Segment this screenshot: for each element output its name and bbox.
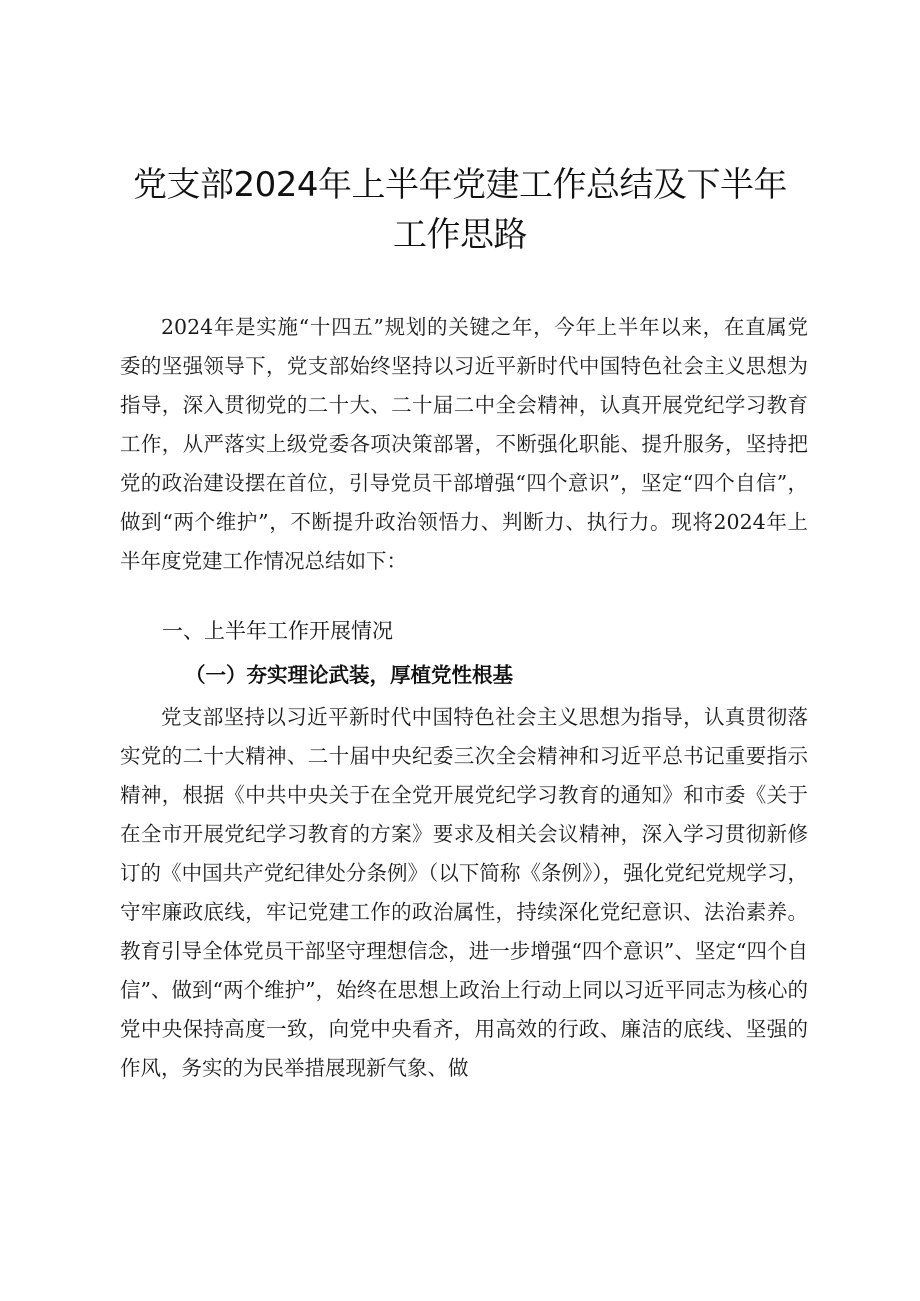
section-1-heading: 一、上半年工作开展情况 bbox=[162, 619, 393, 643]
document-title bbox=[0, 160, 920, 260]
subsection-1-heading: （一）夯实理论武装，厚植党性根基 bbox=[185, 663, 513, 687]
subsection-1-paragraph: 党支部坚持以习近平新时代中国特色社会主义思想为指导，认真贯彻落实党的二十大精神、二十届中央纪委三次全会精神和习近平总书记重要指示精神，根据《中共中央关于在全党开展党纪学习教育的通知》和市委《关于在全市开展党纪学习教育的方案》要求及相关会议精神，深入学习贯彻新修订的《中国共产党纪律处分条例》（以下简称《条例》），强化党纪党规学习，守牢廉政底线，牢记党建工作的政治属性，持续深化党纪意识、法治素养。教育引导全体党员干部坚守理想信念，进一步增强“四个意识”、坚定“四个自信”、做到“两个维护”，始终在思想上政治上行动上同以习近平同志为核心的党中央保持高度一致，向党中央看齐，用高效的行政、廉洁的底线、坚强的作风，务实的为民举措展现新气象、做 bbox=[120, 705, 808, 1080]
intro-paragraph: 2024年是实施“十四五”规划的关键之年，今年上半年以来，在直属党委的坚强领导下，党支部始终坚持以习近平新时代中国特色社会主义思想为指导，深入贯彻党的二十大、二十届二中全会精神，认真开展党纪学习教育工作，从严落实上级党委各项决策部署，不断强化职能、提升服务，坚持把党的政治建设摆在首位，引导党员干部增强“四个意识”，坚定“四个自信”，做到“两个维护”，不断提升政治领悟力、判断力、执行力。现将2024年上半年度党建工作情况总结如下： bbox=[120, 315, 808, 573]
title-line-2: 工作思路 bbox=[393, 215, 527, 255]
subsection-1-body bbox=[120, 698, 808, 1088]
intro-section bbox=[120, 308, 808, 581]
title-line-1: 党支部2024年上半年党建工作总结及下半年 bbox=[132, 165, 788, 205]
